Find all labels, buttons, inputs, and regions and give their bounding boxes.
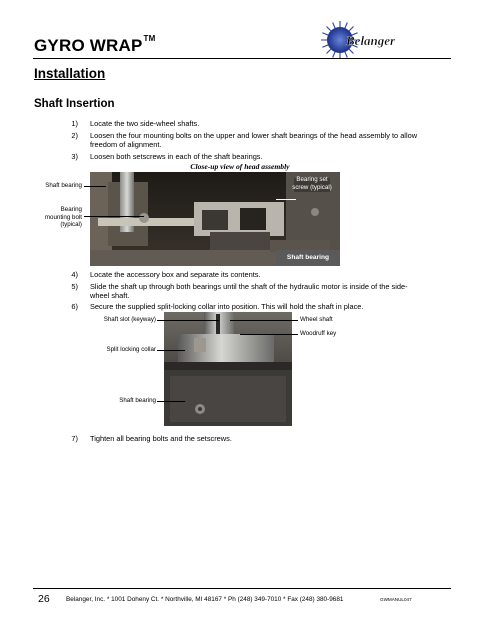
leader-line — [157, 350, 185, 351]
trademark-mark: TM — [143, 34, 156, 43]
leader-line — [230, 320, 298, 321]
header-rule — [33, 58, 451, 59]
leader-line — [276, 199, 296, 200]
label-set-screw: Bearing set screw (typical) — [292, 176, 332, 191]
section-title: Installation — [34, 66, 106, 81]
label-woodruff-key: Woodruff key — [300, 330, 337, 337]
logo-wordmark: Belanger — [346, 33, 396, 48]
leader-line — [157, 320, 219, 321]
leader-line — [240, 334, 298, 335]
leader-line — [84, 216, 144, 217]
figure-caption: Close-up view of head assembly — [190, 162, 290, 171]
wheel-shaft-photo — [164, 312, 292, 426]
leader-line — [157, 401, 185, 402]
label-shaft-slot: Shaft slot (keyway) — [103, 316, 156, 323]
label-mounting-bolt: Bearing mounting bolt (typical) — [44, 206, 82, 228]
label-wheel-shaft: Wheel shaft — [300, 316, 333, 323]
leader-line — [84, 186, 106, 187]
label-shaft-bearing-overlay: Shaft bearing — [286, 254, 330, 261]
label-split-collar: Split locking collar — [106, 346, 156, 353]
footer-rule — [33, 588, 451, 589]
document-title: GYRO WRAP™ — [34, 34, 156, 55]
page-number: 26 — [38, 593, 50, 605]
label-shaft-bearing: Shaft bearing — [45, 182, 82, 189]
document-code: GWMANUL047 — [380, 597, 412, 602]
belanger-logo — [316, 20, 428, 60]
label-shaft-bearing: Shaft bearing — [119, 397, 156, 404]
subsection-title: Shaft Insertion — [34, 98, 115, 110]
footer-address: Belanger, Inc. * 1001 Doheny Ct. * Northville, MI 48167 * Ph (248) 349-7010 * Fax (248) 380-9681 — [66, 596, 344, 603]
